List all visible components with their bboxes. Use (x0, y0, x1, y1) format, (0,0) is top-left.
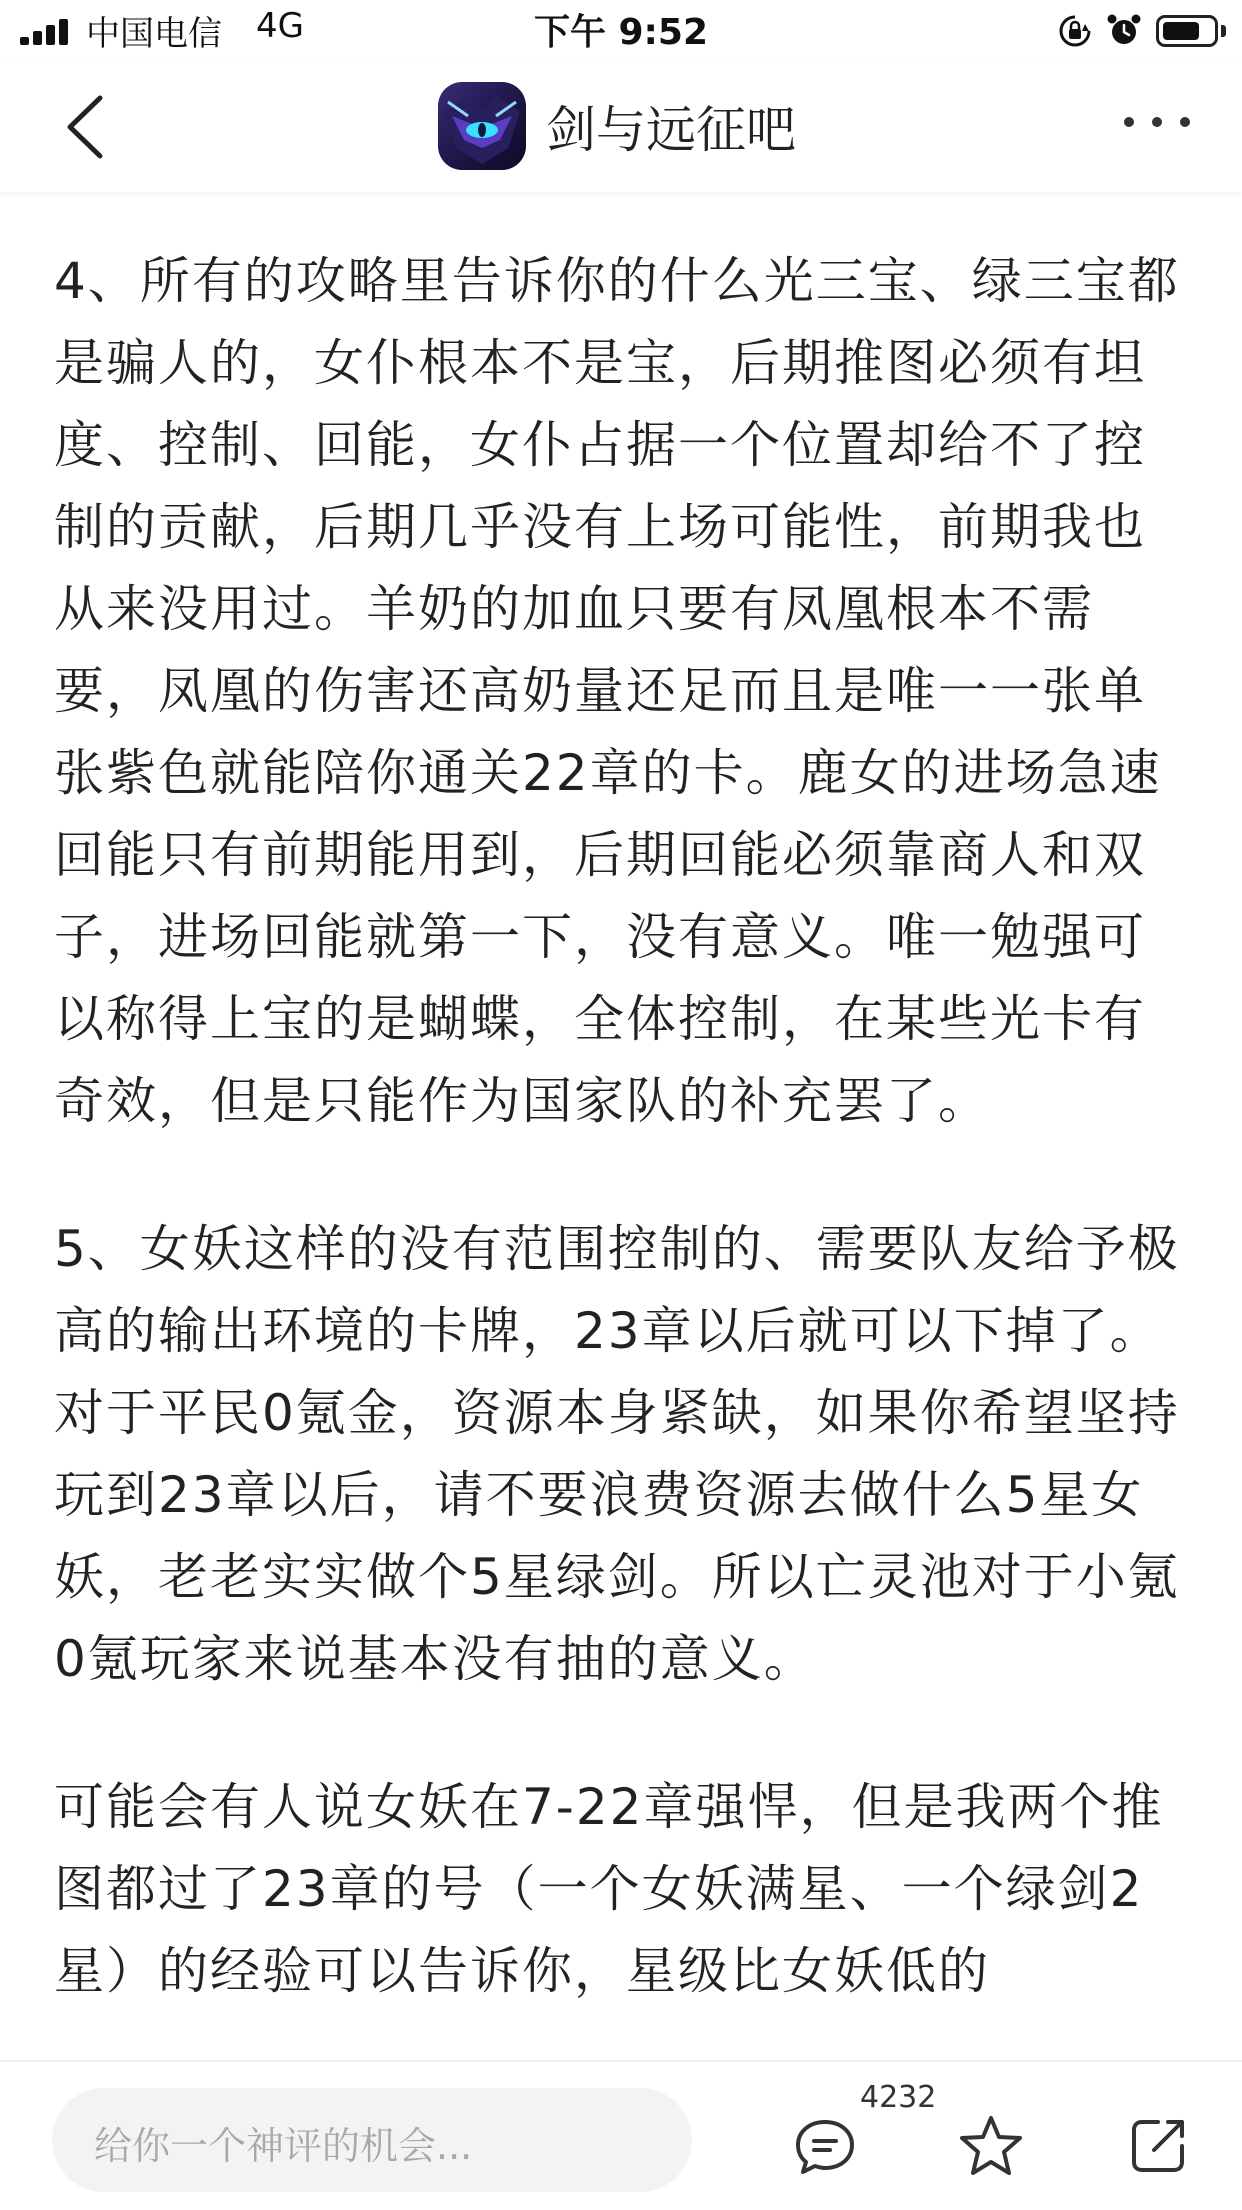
share-icon[interactable] (1128, 2116, 1188, 2176)
post-paragraph: 可能会有人说女妖在7-22章强悍，但是我两个推图都过了23章的号（一个女妖满星、一个绿剑2星）的经验可以告诉你，星级比女妖低的 (54, 1778, 1164, 2000)
post-paragraph: 4、所有的攻略里告诉你的什么光三宝、绿三宝都是骗人的，女仆根本不是宝，后期推图必须有坦度、控制、回能，女仆占据一个位置却给不了控制的贡献，后期几乎没有上场可能性，前期我也从来没用过。羊奶的加血只要有凤凰根本不需要，凤凰的伤害还高奶量还足而且是唯一一张单张紫色就能陪你通关22章的卡。鹿女的进场急速回能只有前期能用到，后期回能必须靠商人和双子，进场回能就第一下，没有意义。唯一勉强可以称得上宝的是蝴蝶，全体控制，在某些光卡有奇效，但是只能作为国家队的补充罢了。 (54, 252, 1180, 1130)
post-paragraph: 5、女妖这样的没有范围控制的、需要队友给予极高的输出环境的卡牌，23章以后就可以下掉了。对于平民0氪金，资源本身紧缺，如果你希望坚持玩到23章以后，请不要浪费资源去做什么5星女妖，老老实实做个5星绿剑。所以亡灵池对于小氪0氪玩家来说基本没有抽的意义。 (54, 1220, 1180, 1688)
battery-icon (1156, 15, 1218, 47)
comment-count: 4232 (860, 2080, 937, 2115)
forum-avatar-icon (438, 82, 526, 170)
back-arrow-icon[interactable] (60, 92, 110, 162)
bottom-action-bar (0, 2060, 1242, 2210)
forum-title: 剑与远征吧 (546, 101, 796, 159)
status-time: 下午 9:52 (533, 12, 709, 53)
post-content (54, 240, 1194, 2060)
comment-input[interactable] (52, 2088, 692, 2192)
favorite-star-icon[interactable] (958, 2114, 1024, 2178)
comment-placeholder: 给你一个神评的机会... (94, 2124, 473, 2168)
more-options-icon[interactable] (1120, 102, 1194, 142)
comment-bubble-icon[interactable] (794, 2118, 856, 2176)
carrier-name: 中国电信 (86, 14, 222, 54)
forum-header[interactable] (438, 82, 796, 170)
alarm-clock-icon (1106, 12, 1142, 48)
rotation-lock-icon (1058, 14, 1092, 48)
navigation-bar (0, 60, 1242, 192)
battery-tip (1221, 25, 1226, 37)
status-bar (0, 0, 1242, 60)
network-type: 4G (256, 6, 304, 46)
